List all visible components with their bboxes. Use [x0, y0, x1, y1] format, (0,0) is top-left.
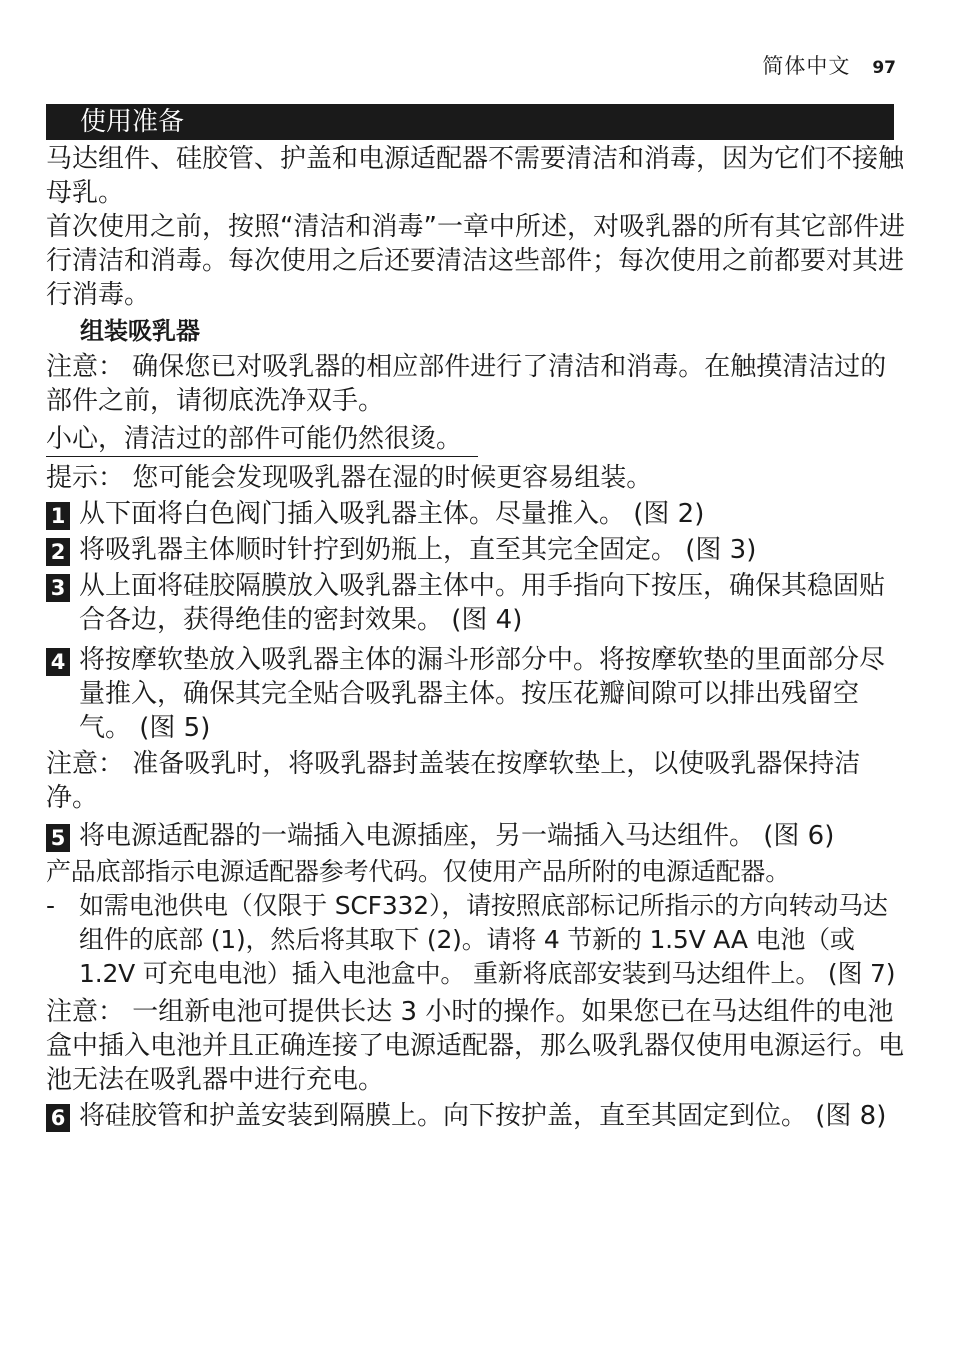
step-number-badge: 5 — [46, 824, 70, 852]
bullet-dash: - — [46, 891, 55, 920]
step-number-badge: 1 — [46, 502, 70, 530]
step-5 — [46, 819, 906, 853]
battery-bullet — [46, 889, 906, 991]
intro-paragraph: 马达组件、硅胶管、护盖和电源适配器不需要清洁和消毒，因为它们不接触母乳。 — [46, 144, 905, 208]
step-3 — [46, 569, 906, 637]
step-number-badge: 3 — [46, 574, 70, 602]
step-1 — [46, 497, 906, 531]
bullet-text: 如需电池供电（仅限于 SCF332），请按照底部标记所指示的方向转动马达组件的底部 (1)，然后将其取下 (2)。请将 4 节新的 1.5V AA 电池（或 1.2V 可充电电池）插入电池盒中。 重新将底部安装到马达组件上。 (图 7) — [79, 891, 896, 988]
section-title: 使用准备 — [80, 107, 185, 137]
step-number-badge: 2 — [46, 538, 70, 566]
note-battery: 注意： 一组新电池可提供长达 3 小时的操作。如果您已在马达组件的电池盒中插入电池并且正确连接了电源适配器，那么吸乳器仅使用电源运行。电池无法在吸乳器中进行充电。 — [46, 997, 905, 1095]
step-number-badge: 6 — [46, 1104, 70, 1132]
section-title-bar — [46, 104, 894, 140]
step-number-badge: 4 — [46, 648, 70, 676]
step-text: 将电源适配器的一端插入电源插座，另一端插入马达组件。 (图 6) — [79, 821, 835, 851]
step-text: 将硅胶管和护盖安装到隔膜上。向下按护盖，直至其固定到位。 (图 8) — [79, 1101, 887, 1131]
subheading: 组装吸乳器 — [80, 317, 200, 345]
content — [46, 142, 906, 1135]
caution-hot-parts: 小心，清洁过的部件可能仍然很烫。 — [46, 422, 478, 457]
step-4 — [46, 643, 906, 745]
step-2 — [46, 533, 906, 567]
note-cover: 注意： 准备吸乳时，将吸乳器封盖装在按摩软垫上，以使吸乳器保持洁净。 — [46, 749, 861, 813]
language-label: 简体中文 — [762, 54, 851, 78]
step-text: 从上面将硅胶隔膜放入吸乳器主体中。用手指向下按压，确保其稳固贴合各边，获得绝佳的密封效果。 (图 4) — [79, 571, 886, 635]
adapter-note: 产品底部指示电源适配器参考代码。仅使用产品所附的电源适配器。 — [46, 857, 791, 886]
step-text: 将按摩软垫放入吸乳器主体的漏斗形部分中。将按摩软垫的里面部分尽量推入，确保其完全贴合吸乳器主体。按压花瓣间隙可以排出残留空气。 (图 5) — [79, 645, 886, 743]
page-number: 97 — [872, 58, 896, 78]
step-6 — [46, 1099, 906, 1133]
tip-wet-assembly: 提示： 您可能会发现吸乳器在湿的时候更容易组装。 — [46, 463, 653, 493]
note-clean-hands: 注意： 确保您已对吸乳器的相应部件进行了清洁和消毒。在触摸清洁过的部件之前，请彻底洗净双手。 — [46, 352, 887, 416]
step-text: 将吸乳器主体顺时针拧到奶瓶上，直至其完全固定。 (图 3) — [79, 535, 757, 565]
cleaning-paragraph: 首次使用之前，按照“清洁和消毒”一章中所述，对吸乳器的所有其它部件进行清洁和消毒。每次使用之后还要清洁这些部件；每次使用之前都要对其进行消毒。 — [46, 212, 905, 310]
step-text: 从下面将白色阀门插入吸乳器主体。尽量推入。 (图 2) — [79, 499, 705, 529]
page-header — [762, 50, 896, 80]
